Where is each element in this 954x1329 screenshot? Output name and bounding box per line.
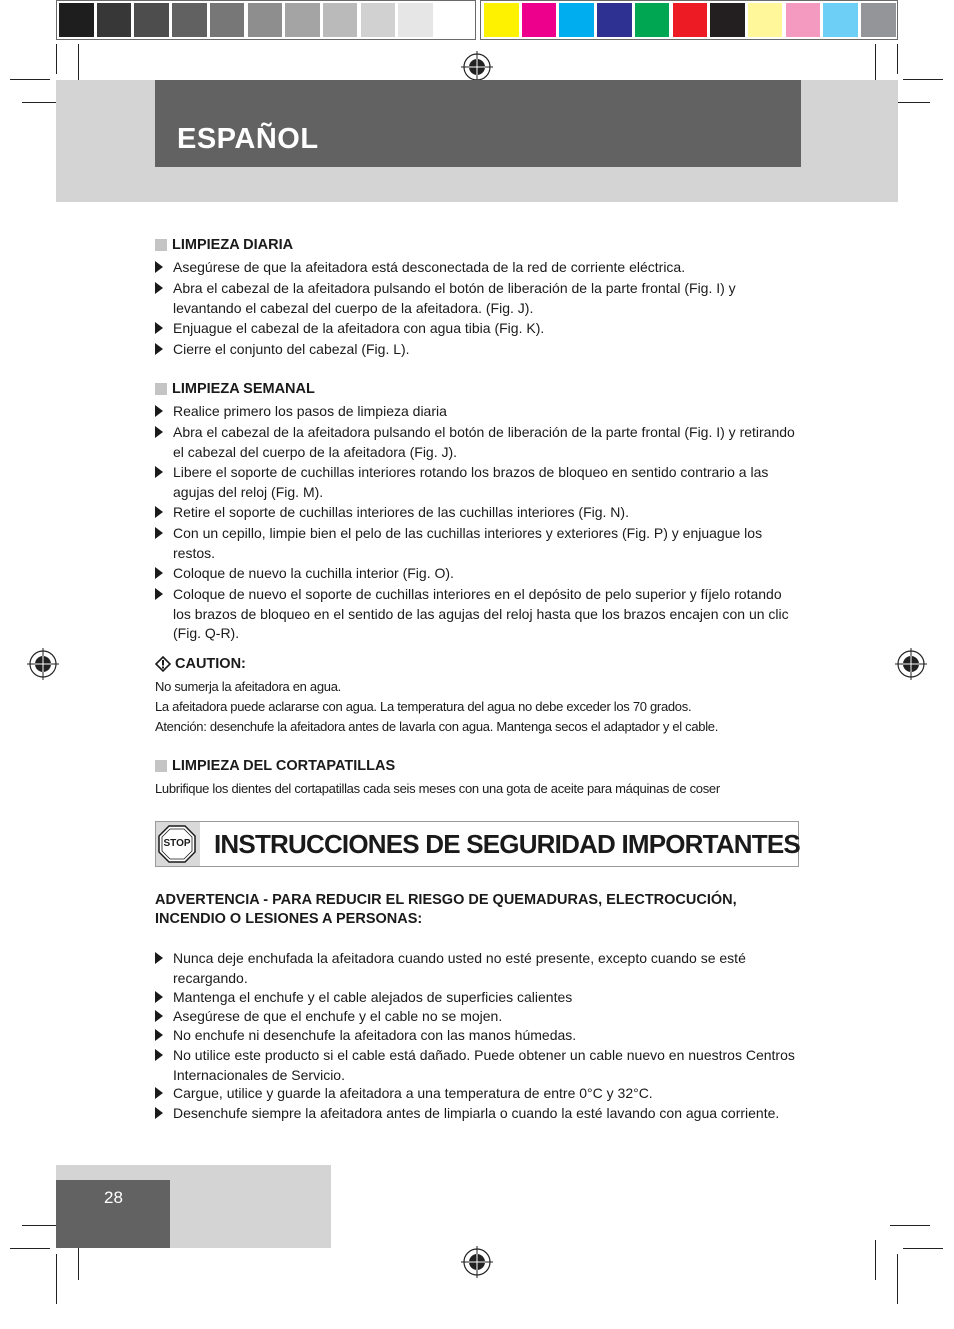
crop-mark [875, 1240, 876, 1280]
color-swatch [559, 3, 594, 37]
arrow-bullet-icon [155, 991, 163, 1003]
arrow-bullet-icon [155, 343, 163, 355]
arrow-bullet-icon [155, 567, 163, 579]
crop-mark [897, 44, 898, 74]
list-item: Abra el cabezal de la afeitadora pulsando el botón de liberación de la parte frontal (Fig. I) y levantando el cabezal del cuerpo de la afeitadora. (Fig. J). [155, 279, 800, 318]
color-swatch [436, 3, 471, 37]
arrow-bullet-icon [155, 1029, 163, 1041]
warning-heading: ADVERTENCIA - PARA REDUCIR EL RIESGO DE QUEMADURAS, ELECTROCUCIÓN, INCENDIO O LESIONES A PERSONAS: [155, 892, 737, 927]
color-swatch [398, 3, 433, 37]
arrow-bullet-icon [155, 466, 163, 478]
list-item: No utilice este producto si el cable está dañado. Puede obtener un cable nuevo en nuestros Centros Internacionales de Servicio. [155, 1046, 800, 1085]
section-title-weekly [155, 381, 315, 397]
caution-line: Atención: desenchufe la afeitadora antes de lavarla con agua. Mantenga secos el adaptador y el cable. [155, 719, 719, 734]
list-item: Enjuague el cabezal de la afeitadora con agua tibia (Fig. K). [155, 319, 800, 339]
arrow-bullet-icon [155, 1107, 163, 1119]
color-swatch [635, 3, 670, 37]
color-swatch [597, 3, 632, 37]
arrow-bullet-icon [155, 1087, 163, 1099]
square-bullet-icon [155, 383, 167, 395]
arrow-bullet-icon [155, 588, 163, 600]
list-item: Asegúrese de que el enchufe y el cable no se mojen. [155, 1007, 800, 1027]
arrow-bullet-icon [155, 282, 163, 294]
registration-mark-icon [460, 1245, 494, 1279]
color-swatch [710, 3, 745, 37]
color-swatch [323, 3, 358, 37]
color-swatch [285, 3, 320, 37]
section-title-text: LIMPIEZA DEL CORTAPATILLAS [172, 758, 396, 774]
color-swatch [361, 3, 396, 37]
arrow-bullet-icon [155, 426, 163, 438]
color-swatch [172, 3, 207, 37]
square-bullet-icon [155, 239, 167, 251]
list-item: Realice primero los pasos de limpieza diaria [155, 402, 800, 422]
color-swatch [823, 3, 858, 37]
list-item: Desenchufe siempre la afeitadora antes de limpiarla o cuando la esté lavando con agua corriente. [155, 1104, 800, 1124]
color-swatch [786, 3, 821, 37]
caution-title-text: CAUTION: [175, 656, 246, 672]
section-title-text: LIMPIEZA SEMANAL [172, 381, 315, 397]
list-item: Abra el cabezal de la afeitadora pulsando el botón de liberación de la parte frontal (Fig. I) y retirando el cabezal del cuerpo de la afeitadora (Fig. J). [155, 423, 800, 462]
list-item: Coloque de nuevo el soporte de cuchillas interiores en el depósito de pelo superior y fíjelo rotando los brazos de bloqueo en el sentido de las agujas del reloj hasta que los brazos encajen con un clic (Fig. Q-R). [155, 585, 800, 644]
crop-mark [10, 1248, 50, 1249]
color-swatch [673, 3, 708, 37]
registration-mark-icon [894, 647, 928, 681]
crop-mark [897, 1254, 898, 1304]
caution-title [155, 656, 246, 672]
caution-line: No sumerja la afeitadora en agua. [155, 679, 341, 694]
warning-diamond-icon [155, 656, 171, 672]
list-item: Asegúrese de que la afeitadora está desconectada de la red de corriente eléctrica. [155, 258, 800, 278]
square-bullet-icon [155, 760, 167, 772]
safety-title: INSTRUCCIONES DE SEGURIDAD IMPORTANTES [214, 829, 800, 859]
color-swatch [522, 3, 557, 37]
stop-sign-label: STOP [163, 838, 191, 849]
arrow-bullet-icon [155, 527, 163, 539]
trimmer-text: Lubrifique los dientes del cortapatillas cada seis meses con una gota de aceite para máquinas de coser [155, 781, 720, 796]
color-swatch [748, 3, 783, 37]
list-item: No enchufe ni desenchufe la afeitadora con las manos húmedas. [155, 1026, 800, 1046]
color-swatch [97, 3, 132, 37]
arrow-bullet-icon [155, 261, 163, 273]
color-swatch [861, 3, 896, 37]
color-swatch [134, 3, 169, 37]
color-swatch [59, 3, 94, 37]
arrow-bullet-icon [155, 405, 163, 417]
section-title-trimmer [155, 758, 395, 774]
page-number: 28 [104, 1188, 123, 1207]
arrow-bullet-icon [155, 1049, 163, 1061]
crop-mark [890, 1225, 930, 1226]
crop-mark [903, 79, 943, 80]
color-swatch [248, 3, 283, 37]
section-title-text: LIMPIEZA DIARIA [172, 237, 294, 253]
list-item: Coloque de nuevo la cuchilla interior (Fig. O). [155, 564, 800, 584]
arrow-bullet-icon [155, 322, 163, 334]
list-item: Con un cepillo, limpie bien el pelo de las cuchillas interiores y exteriores (Fig. P) y enjuague los restos. [155, 524, 800, 563]
color-swatch [484, 3, 519, 37]
crop-mark [56, 1254, 57, 1304]
page-title: ESPAÑOL [177, 123, 319, 155]
crop-mark [10, 79, 50, 80]
crop-mark [903, 1248, 943, 1249]
registration-mark-icon [26, 647, 60, 681]
registration-mark-icon [460, 50, 494, 84]
list-item: Nunca deje enchufada la afeitadora cuando usted no esté presente, excepto cuando se esté recargando. [155, 949, 800, 988]
list-item: Mantenga el enchufe y el cable alejados de superficies calientes [155, 988, 800, 1008]
list-item: Retire el soporte de cuchillas interiores de las cuchillas interiores (Fig. N). [155, 503, 800, 523]
caution-line: La afeitadora puede aclararse con agua. La temperatura del agua no debe exceder los 70 grados. [155, 699, 692, 714]
color-swatch [210, 3, 245, 37]
list-item: Libere el soporte de cuchillas interiores rotando los brazos de bloqueo en sentido contrario a las agujas del reloj (Fig. M). [155, 463, 800, 502]
crop-mark [56, 44, 57, 74]
arrow-bullet-icon [155, 952, 163, 964]
arrow-bullet-icon [155, 1010, 163, 1022]
section-title-daily [155, 237, 293, 253]
list-item: Cierre el conjunto del cabezal (Fig. L). [155, 340, 800, 360]
list-item: Cargue, utilice y guarde la afeitadora a una temperatura de entre 0°C y 32°C. [155, 1084, 800, 1104]
arrow-bullet-icon [155, 506, 163, 518]
